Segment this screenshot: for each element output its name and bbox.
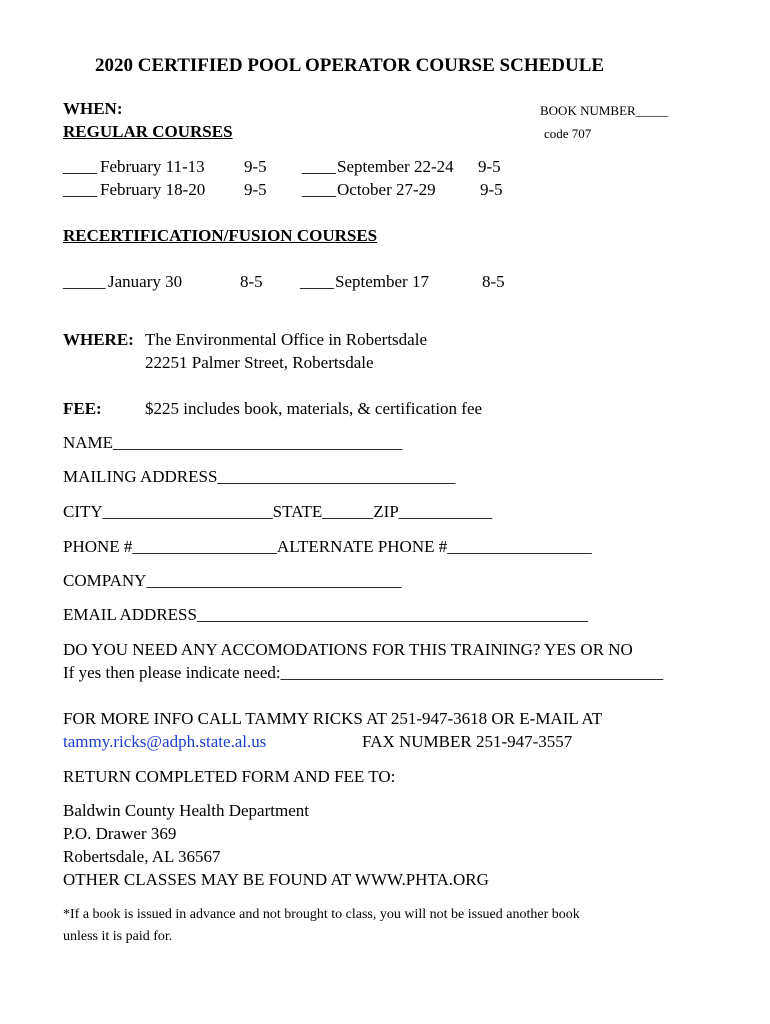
course-time: 8-5	[482, 272, 505, 291]
company-field[interactable]: COMPANY______________________________	[63, 571, 402, 590]
course-date: October 27-29	[337, 180, 436, 199]
fax-number: FAX NUMBER 251-947-3557	[362, 732, 573, 751]
course-blank[interactable]: ____	[300, 272, 334, 291]
recert-courses-heading: RECERTIFICATION/FUSION COURSES	[63, 226, 378, 245]
email-address-field[interactable]: EMAIL ADDRESS______________________________________________	[63, 605, 588, 624]
course-date: September 22-24	[337, 157, 454, 176]
phone-field[interactable]: PHONE #_________________ALTERNATE PHONE #_________________	[63, 537, 592, 556]
footnote-line-2: unless it is paid for.	[63, 929, 173, 944]
course-time: 8-5	[240, 272, 263, 291]
city-state-zip-field[interactable]: CITY____________________STATE______ZIP___________	[63, 502, 493, 521]
mailing-address-field[interactable]: MAILING ADDRESS____________________________	[63, 467, 456, 486]
where-line-2: 22251 Palmer Street, Robertsdale	[145, 353, 374, 372]
course-blank[interactable]: ____	[302, 157, 336, 176]
book-code: code 707	[544, 126, 592, 141]
name-field[interactable]: NAME__________________________________	[63, 433, 403, 452]
course-time: 9-5	[244, 180, 267, 199]
other-classes-line: OTHER CLASSES MAY BE FOUND AT WWW.PHTA.ORG	[63, 870, 489, 889]
accommodations-question: DO YOU NEED ANY ACCOMODATIONS FOR THIS TRAINING? YES OR NO	[63, 640, 633, 659]
when-label: WHEN:	[63, 99, 123, 118]
return-label: RETURN COMPLETED FORM AND FEE TO:	[63, 767, 396, 786]
where-line-1: The Environmental Office in Robertsdale	[145, 330, 427, 349]
fee-text: $225 includes book, materials, & certification fee	[145, 399, 483, 418]
book-number-field[interactable]: BOOK NUMBER_____	[540, 103, 669, 118]
where-label: WHERE:	[63, 330, 134, 349]
course-blank[interactable]: ____	[63, 180, 97, 199]
accommodations-need-field[interactable]: If yes then please indicate need:_____________________________________________	[63, 663, 664, 682]
course-date: January 30	[108, 272, 183, 291]
address-line: Robertsdale, AL 36567	[63, 847, 221, 866]
address-line: P.O. Drawer 369	[63, 824, 177, 843]
email-link[interactable]: tammy.ricks@adph.state.al.us	[63, 732, 267, 751]
footnote-line-1: *If a book is issued in advance and not brought to class, you will not be issued another book	[63, 907, 580, 922]
course-blank[interactable]: _____	[63, 272, 106, 291]
more-info-line: FOR MORE INFO CALL TAMMY RICKS AT 251-947-3618 OR E-MAIL AT	[63, 709, 603, 728]
course-blank[interactable]: ____	[302, 180, 336, 199]
course-date: February 11-13	[100, 157, 205, 176]
address-line: Baldwin County Health Department	[63, 801, 309, 820]
fee-label: FEE:	[63, 399, 102, 418]
course-time: 9-5	[478, 157, 501, 176]
course-time: 9-5	[244, 157, 267, 176]
page-title: 2020 CERTIFIED POOL OPERATOR COURSE SCHEDULE	[95, 55, 605, 76]
course-time: 9-5	[480, 180, 503, 199]
regular-courses-heading: REGULAR COURSES	[63, 122, 233, 141]
course-blank[interactable]: ____	[63, 157, 97, 176]
course-date: February 18-20	[100, 180, 206, 199]
course-date: September 17	[335, 272, 429, 291]
